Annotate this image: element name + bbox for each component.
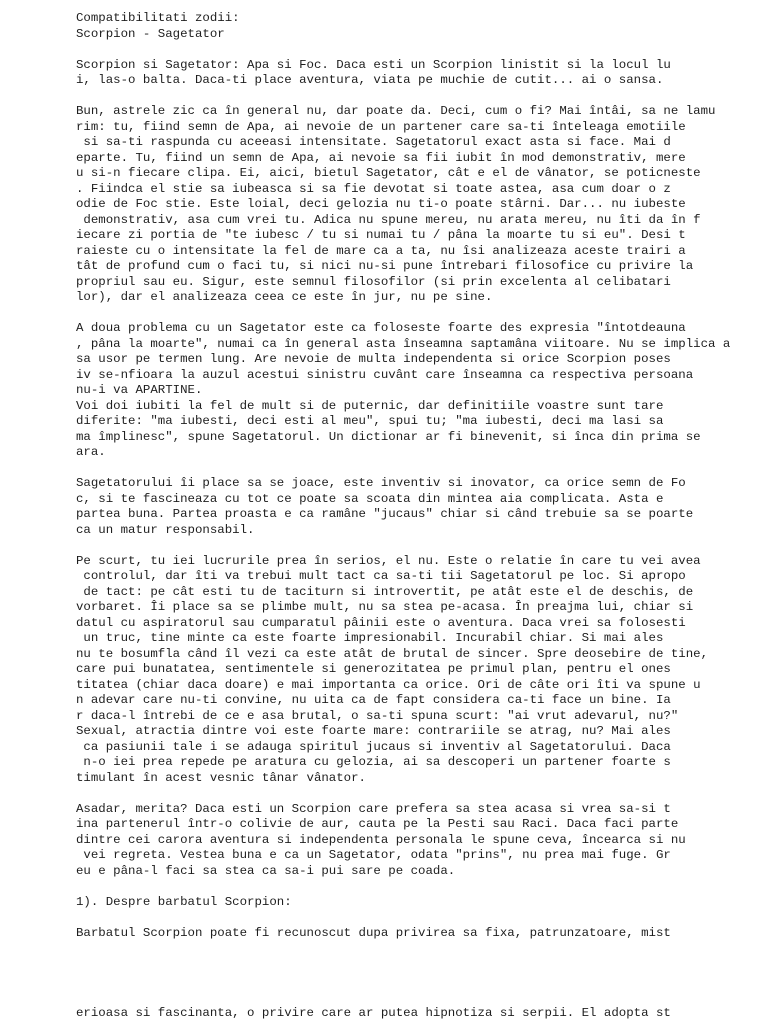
document-text: Compatibilitati zodii: Scorpion - Sagetator Scorpion si Sagetator: Apa si Foc. Daca esti un Scorpion linistit si la locul lu i, las-o balta. Daca-ti place aventura, viata pe muchie de cutit... ai o sansa. Bun, astrele zic ca în general nu, dar poate da. Deci, cum o fi? Mai întâi, sa ne lamu rim: tu, fiind semn de Apa, ai nevoie de un partener care sa-ti înteleaga emotiile si sa-ti raspunda cu aceeasi intensitate. Sagetatorul exact asta si face. Mai d eparte. Tu, fiind un semn de Apa, ai nevoie sa fii iubit în mod demonstrativ, mere u si-n fiecare clipa. Ei, aici, bietul Sagetator, cât e el de vânator, se poticneste . Fiindca el stie sa iubeasca si sa fie devotat si toate astea, asa cum doar o z odie de Foc stie. Este loial, deci gelozia nu ti-o poate stârni. Dar... nu iubeste demonstrativ, asa cum vrei tu. Adica nu spune mereu, nu arata mereu, nu îti da în f iecare zi portia de "te iubesc / tu si numai tu / pâna la moarte tu si eu". Desi t raieste cu o intensitate la fel de mare ca a ta, nu îsi analizeaza aceste trairi a tât de profund cum o faci tu, si nici nu-si pune întrebari filosofice cu privire la propriul sau eu. Sigur, este semnul filosofilor (si prin excelenta al celibatari lor), dar el analizeaza ceea ce este în jur, nu pe sine. A doua problema cu un Sagetator este ca foloseste foarte des expresia "întotdeauna , pâna la moarte", numai ca în general asta înseamna saptamâna viitoare. Nu se implica a sa usor pe termen lung. Are nevoie de multa independenta si orice Scorpion poses iv se-nfioara la auzul acestui sinistru cuvânt care înseamna ca respectiva persoana nu-i va APARTINE. Voi doi iubiti la fel de mult si de puternic, dar definitiile voastre sunt tare diferite: "ma iubesti, deci esti al meu", spui tu; "ma iubesti, deci ma lasi sa ma împlinesc", spune Sagetatorul. Un dictionar ar fi binevenit, si înca din prima se ara. Sagetatorului îi place sa se joace, este inventiv si inovator, ca orice semn de Fo c, si te fascineaza cu tot ce poate sa scoata din mintea aia complicata. Asta e partea buna. Partea proasta e ca ramâne "jucaus" chiar si când trebuie sa se poarte ca un matur responsabil. Pe scurt, tu iei lucrurile prea în serios, el nu. Este o relatie în care tu vei avea controlul, dar îti va trebui mult tact ca sa-ti tii Sagetatorul pe loc. Si apropo de tact: pe cât esti tu de taciturn si introvertit, pe atât este el de deschis, de vorbaret. Îi place sa se plimbe mult, nu sa stea pe-acasa. În preajma lui, chiar si datul cu aspiratorul sau cumparatul pâinii este o aventura. Daca vrei sa folosesti un truc, tine minte ca este foarte impresionabil. Incurabil chiar. Si mai ales nu te bosumfla când îl vezi ca este atât de brutal de sincer. Spre deosebire de tine, care pui bunatatea, sentimentele si generozitatea pe primul plan, pentru el ones titatea (chiar daca doare) e mai importanta ca orice. Ori de câte ori îti va spune u n adevar care nu-ti convine, nu uita ca de fapt considera ca-ti face un bine. Ia r daca-l întrebi de ce e asa brutal, o sa-ti spuna scurt: "ai vrut adevarul, nu?" Sexual, atractia dintre voi este foarte mare: contrariile se atrag, nu? Mai ales ca pasiunii tale i se adauga spiritul jucaus si inventiv al Sagetatorului. Daca n-o iei prea repede pe aratura cu gelozia, ai sa descoperi un partener foarte s timulant în acest vesnic tânar vânator. Asadar, merita? Daca esti un Scorpion care prefera sa stea acasa si vrea sa-si t ina partenerul într-o colivie de aur, cauta pe la Pesti sau Raci. Daca faci parte dintre cei carora aventura si independenta personala le spune ceva, încearca si nu vei regreta. Vestea buna e ca un Sagetator, odata "prins", nu prea mai fuge. Gr eu e pâna-l faci sa stea ca sa-i pui sare pe coada. 1). Despre barbatul Scorpion: Barbatul Scorpion poate fi recunoscut dupa privirea sa fixa, patrunzatoare, mist	[76, 11, 731, 940]
document-trailing-line: erioasa si fascinanta, o privire care ar putea hipnotiza si serpii. El adopta st	[76, 1006, 671, 1020]
